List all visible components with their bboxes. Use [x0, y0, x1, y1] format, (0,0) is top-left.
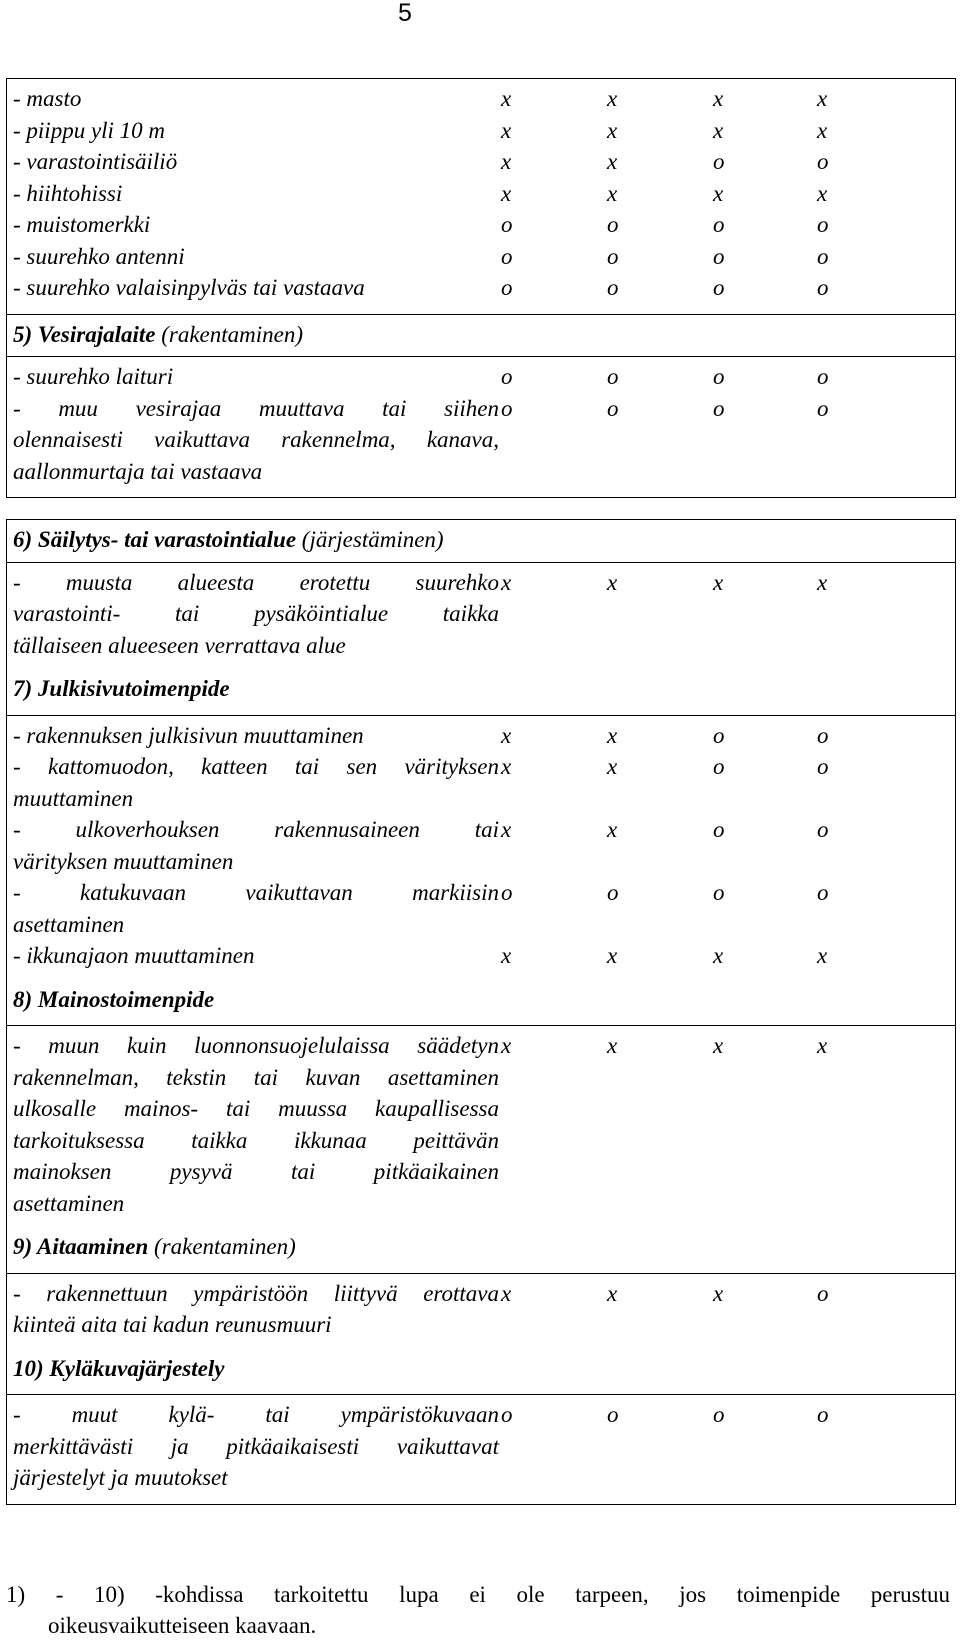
cell-value: x — [501, 86, 512, 111]
row-description-line: - muistomerkki — [13, 212, 151, 237]
row-description-line: muuttaminen — [13, 785, 134, 811]
table-row — [7, 940, 955, 972]
row-description-line: aallonmurtaja tai vastaava — [13, 458, 263, 484]
table-block — [6, 519, 956, 563]
row-description-line: - katukuvaan vaikuttavan markiisin — [13, 880, 499, 905]
cell-value: x — [501, 722, 512, 748]
cell-value: x — [607, 149, 618, 174]
table-block — [6, 314, 956, 358]
cell-value: o — [817, 1402, 829, 1427]
cell-value: x — [817, 117, 828, 143]
row-description-line: - ikkunajaon muuttaminen — [13, 943, 255, 968]
cell-value: o — [501, 1402, 513, 1427]
row-description-line: - muu vesirajaa muuttava tai siihen — [13, 395, 499, 421]
row-description-line: - suurehko valaisinpylväs tai vastaava — [13, 275, 365, 300]
cell-value: x — [713, 180, 724, 206]
cell-value: o — [713, 212, 725, 237]
cell-value: o — [713, 1402, 725, 1427]
cell-value: o — [607, 243, 619, 269]
row-description-line: tarkoituksessa taikka ikkunaa peittävän — [13, 1127, 499, 1153]
cell-value: o — [817, 243, 829, 269]
table-block — [6, 1394, 956, 1505]
row-description-line: - varastointisäiliö — [13, 149, 178, 174]
section-note: (rakentaminen) — [155, 321, 304, 347]
row-description-line: - muusta alueesta erotettu suurehko — [13, 569, 499, 595]
cell-value: o — [713, 880, 725, 905]
table-block — [6, 1273, 956, 1396]
cell-value: o — [713, 243, 725, 269]
row-description-line: asettaminen — [13, 1190, 125, 1216]
row-description-line: varastointi- tai pysäköintialue taikka — [13, 601, 499, 626]
row-description-line: - rakennettuun ympäristöön liittyvä erottava — [13, 1280, 499, 1306]
row-description-line: asettaminen — [13, 911, 125, 937]
cell-value: o — [817, 275, 829, 300]
cell-value: x — [713, 117, 724, 143]
cell-value: x — [607, 86, 618, 111]
cell-value: o — [501, 395, 513, 421]
cell-value: o — [817, 880, 829, 905]
cell-value: o — [713, 364, 725, 389]
section-title: 6) Säilytys- tai varastointialue — [13, 527, 297, 552]
footnote-line-1: 1) - 10) -kohdissa tarkoitettu lupa ei ole tarpeen, jos toimenpide perustuu — [6, 1582, 950, 1607]
table-row — [7, 178, 955, 210]
cell-value: x — [713, 943, 724, 968]
cell-value: x — [501, 1033, 512, 1058]
section-header — [7, 984, 955, 1016]
row-description-line: - muut kylä- tai ympäristökuvaan — [13, 1402, 499, 1427]
row-description-line: - ulkoverhouksen rakennusaineen tai — [13, 817, 499, 842]
cell-value: o — [713, 149, 725, 174]
section-header — [7, 1353, 955, 1385]
cell-value: o — [501, 212, 513, 237]
table-row — [7, 83, 955, 115]
row-description-line: ulkosalle mainos- tai muussa kaupallisessa — [13, 1096, 499, 1121]
cell-value: o — [607, 880, 619, 905]
section-title: 9) Aitaaminen — [13, 1234, 149, 1259]
table-block — [6, 562, 956, 716]
cell-value: x — [817, 86, 828, 111]
section-title: 10) Kyläkuvajärjestely — [13, 1355, 225, 1381]
cell-value: o — [607, 212, 619, 237]
section-title: 8) Mainostoimenpide — [13, 986, 215, 1012]
cell-value: o — [501, 880, 513, 905]
cell-value: x — [817, 180, 828, 206]
row-description-line: - suurehko antenni — [13, 243, 185, 269]
section-header — [7, 1231, 955, 1263]
cell-value: x — [713, 1280, 724, 1306]
cell-value: x — [501, 1280, 512, 1306]
row-description-line: tällaiseen alueeseen verrattava alue — [13, 632, 346, 658]
table-row — [7, 146, 955, 178]
cell-value: o — [713, 817, 725, 842]
table-block — [6, 356, 956, 498]
table-row — [7, 393, 955, 488]
row-description-line: - muun kuin luonnonsuojelulaissa säädetyn — [13, 1033, 499, 1058]
table-row — [7, 567, 955, 662]
cell-value: o — [607, 395, 619, 421]
row-description-line: värityksen muuttaminen — [13, 848, 234, 874]
row-description-line: - rakennuksen julkisivun muuttaminen — [13, 722, 364, 748]
cell-value: x — [607, 117, 618, 143]
cell-value: o — [817, 364, 829, 389]
section-note: (järjestäminen) — [296, 527, 444, 552]
section-title: 5) Vesirajalaite — [13, 321, 156, 347]
row-description-line: kiinteä aita tai kadun reunusmuuri — [13, 1312, 332, 1337]
row-description-line: - masto — [13, 86, 82, 111]
table-block — [6, 78, 956, 315]
cell-value: x — [607, 569, 618, 595]
cell-value: o — [713, 395, 725, 421]
row-description-line: - kattomuodon, katteen tai sen värityksen — [13, 754, 499, 779]
table-row — [7, 115, 955, 147]
cell-value: x — [501, 149, 512, 174]
cell-value: o — [607, 1402, 619, 1427]
cell-value: x — [607, 943, 618, 968]
page-number: 5 — [398, 0, 412, 27]
cell-value: o — [817, 212, 829, 237]
cell-value: o — [817, 1280, 829, 1306]
cell-value: x — [501, 817, 512, 842]
cell-value: o — [501, 243, 513, 269]
table-row — [7, 241, 955, 273]
table-row — [7, 1399, 955, 1494]
cell-value: x — [607, 754, 618, 779]
cell-value: o — [817, 722, 829, 748]
cell-value: o — [713, 722, 725, 748]
cell-value: x — [501, 569, 512, 595]
cell-value: x — [607, 1033, 618, 1058]
cell-value: x — [607, 817, 618, 842]
row-description-line: mainoksen pysyvä tai pitkäaikainen — [13, 1159, 499, 1184]
table-row — [7, 361, 955, 393]
cell-value: o — [817, 149, 829, 174]
table-row — [7, 209, 955, 241]
cell-value: o — [713, 754, 725, 779]
cell-value: o — [713, 275, 725, 300]
section-title: 7) Julkisivutoimenpide — [13, 676, 230, 701]
row-description-line: järjestelyt ja muutokset — [13, 1465, 228, 1490]
permit-table — [6, 78, 956, 1504]
row-description-line: merkittävästi ja pitkäaikaisesti vaikuttavat — [13, 1433, 499, 1459]
cell-value: x — [817, 1033, 828, 1058]
cell-value: o — [817, 395, 829, 421]
table-row — [7, 720, 955, 752]
cell-value: x — [501, 943, 512, 968]
table-row — [7, 1030, 955, 1219]
cell-value: x — [817, 943, 828, 968]
footnote — [6, 1579, 950, 1641]
cell-value: x — [817, 569, 828, 595]
row-description-line: - suurehko laituri — [13, 364, 174, 389]
table-block — [6, 1025, 956, 1274]
cell-value: o — [501, 364, 513, 389]
cell-value: x — [501, 180, 512, 206]
cell-value: x — [501, 754, 512, 779]
table-row — [7, 751, 955, 814]
table-row — [7, 877, 955, 940]
cell-value: o — [607, 364, 619, 389]
row-description-line: - piippu yli 10 m — [13, 117, 166, 143]
cell-value: x — [607, 1280, 618, 1306]
section-header — [7, 673, 955, 705]
cell-value: o — [817, 754, 829, 779]
row-description-line: - hiihtohissi — [13, 180, 123, 206]
section-header — [7, 319, 955, 351]
cell-value: o — [501, 275, 513, 300]
section-header — [7, 524, 955, 556]
cell-value: x — [713, 569, 724, 595]
section-note: (rakentaminen) — [148, 1234, 296, 1259]
cell-value: x — [713, 86, 724, 111]
cell-value: x — [607, 722, 618, 748]
cell-value: o — [817, 817, 829, 842]
footnote-line-2: oikeusvaikutteiseen kaavaan. — [48, 1613, 317, 1638]
cell-value: x — [501, 117, 512, 143]
table-row — [7, 814, 955, 877]
table-row — [7, 1278, 955, 1341]
cell-value: o — [607, 275, 619, 300]
cell-value: x — [607, 180, 618, 206]
table-block — [6, 715, 956, 1027]
table-row — [7, 272, 955, 304]
cell-value: x — [713, 1033, 724, 1058]
row-description-line: rakennelman, tekstin tai kuvan asettaminen — [13, 1064, 499, 1090]
row-description-line: olennaisesti vaikuttava rakennelma, kanava, — [13, 427, 499, 452]
